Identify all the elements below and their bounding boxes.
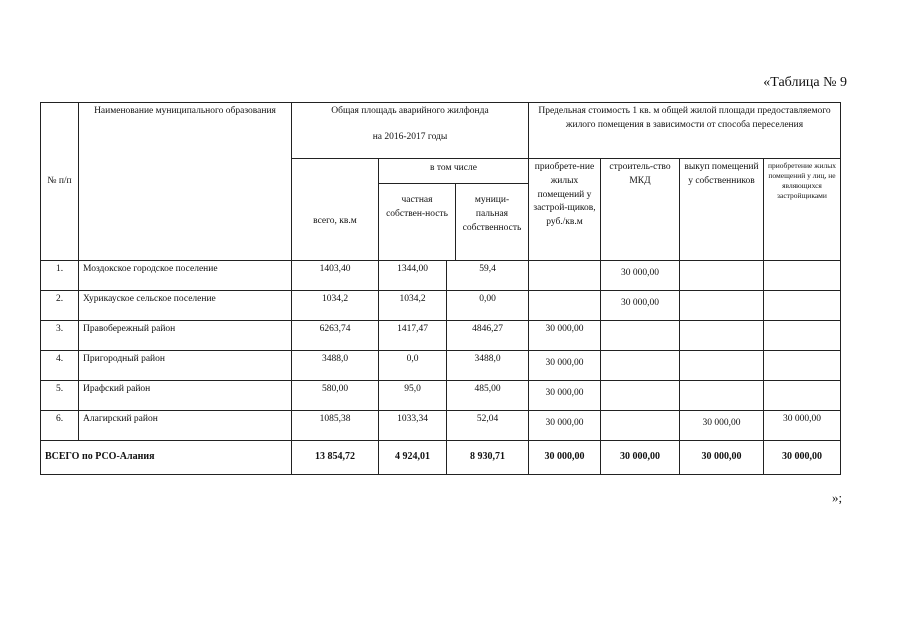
row-num: 5.	[41, 381, 79, 411]
row-other	[764, 321, 841, 351]
header-area	[292, 103, 529, 159]
row-total: 1034,2	[292, 291, 379, 321]
row-private: 95,0	[379, 381, 447, 411]
row-acq: 30 000,00	[529, 411, 601, 441]
row-name: Хурикауское сельское поселение	[79, 291, 292, 321]
row-acq	[529, 291, 601, 321]
header-acq-other: приобретение жилых помещений у лиц, не являющихся застройщиками	[764, 159, 841, 261]
row-total: 1403,40	[292, 261, 379, 291]
table-caption: «Таблица № 9	[763, 75, 847, 90]
table-row	[41, 351, 841, 381]
row-name: Правобережный район	[79, 321, 292, 351]
row-municipal: 59,4	[447, 261, 529, 291]
table-row	[41, 411, 841, 441]
total-area: 13 854,72	[292, 441, 379, 475]
total-municipal: 8 930,71	[447, 441, 529, 475]
row-municipal: 4846,27	[447, 321, 529, 351]
header-municipal: муници-пальная собственность	[462, 195, 522, 233]
header-buyout: выкуп помещений у собственников	[680, 159, 764, 261]
row-mkd: 30 000,00	[601, 261, 680, 291]
row-num: 2.	[41, 291, 79, 321]
header-private: частная собствен-ность	[379, 184, 456, 260]
row-num: 4.	[41, 351, 79, 381]
row-other	[764, 261, 841, 291]
row-buyout	[680, 351, 764, 381]
row-mkd	[601, 351, 680, 381]
row-private: 0,0	[379, 351, 447, 381]
row-acq: 30 000,00	[529, 321, 601, 351]
header-incl-group	[379, 159, 529, 261]
total-other: 30 000,00	[764, 441, 841, 475]
row-buyout: 30 000,00	[680, 411, 764, 441]
row-name: Пригородный район	[79, 351, 292, 381]
table-row	[41, 261, 841, 291]
row-total: 580,00	[292, 381, 379, 411]
row-mkd	[601, 411, 680, 441]
table-row	[41, 381, 841, 411]
row-other: 30 000,00	[764, 411, 841, 441]
row-municipal: 3488,0	[447, 351, 529, 381]
header-total: всего, кв.м	[292, 159, 379, 261]
total-label: ВСЕГО по РСО-Алания	[41, 441, 292, 475]
header-incl: в том числе	[379, 159, 528, 184]
row-private: 1344,00	[379, 261, 447, 291]
header-price: Предельная стоимость 1 кв. м общей жилой площади предоставляемого жилого помещения в зависимости от способа переселения	[529, 103, 841, 159]
row-mkd	[601, 321, 680, 351]
row-total: 3488,0	[292, 351, 379, 381]
row-other	[764, 351, 841, 381]
header-name: Наименование муниципального образования	[79, 103, 292, 261]
header-area-title: Общая площадь аварийного жилфонда	[331, 106, 489, 116]
header-mkd: строитель-ство МКД	[601, 159, 680, 261]
row-buyout	[680, 321, 764, 351]
row-mkd	[601, 381, 680, 411]
row-num: 6.	[41, 411, 79, 441]
row-other	[764, 291, 841, 321]
row-acq	[529, 261, 601, 291]
row-municipal: 485,00	[447, 381, 529, 411]
row-private: 1034,2	[379, 291, 447, 321]
row-buyout	[680, 291, 764, 321]
row-acq: 30 000,00	[529, 351, 601, 381]
total-mkd: 30 000,00	[601, 441, 680, 475]
emergency-housing-table	[40, 102, 841, 475]
header-acq: приобрете-ние жилых помещений у застрой-щиков, руб./кв.м	[529, 159, 601, 261]
row-num: 1.	[41, 261, 79, 291]
row-name: Ирафский район	[79, 381, 292, 411]
total-acq: 30 000,00	[529, 441, 601, 475]
row-name: Алагирский район	[79, 411, 292, 441]
total-private: 4 924,01	[379, 441, 447, 475]
row-municipal: 52,04	[447, 411, 529, 441]
row-total: 6263,74	[292, 321, 379, 351]
header-num: № п/п	[41, 103, 79, 261]
row-other	[764, 381, 841, 411]
row-num: 3.	[41, 321, 79, 351]
row-buyout	[680, 381, 764, 411]
closing-quote: »;	[832, 490, 843, 505]
row-private: 1417,47	[379, 321, 447, 351]
table-row	[41, 321, 841, 351]
row-private: 1033,34	[379, 411, 447, 441]
row-municipal: 0,00	[447, 291, 529, 321]
total-row	[41, 441, 841, 475]
table-row	[41, 291, 841, 321]
row-acq: 30 000,00	[529, 381, 601, 411]
row-name: Моздокское городское поселение	[79, 261, 292, 291]
total-buyout: 30 000,00	[680, 441, 764, 475]
row-total: 1085,38	[292, 411, 379, 441]
row-mkd: 30 000,00	[601, 291, 680, 321]
row-buyout	[680, 261, 764, 291]
header-area-years: на 2016-2017 годы	[372, 131, 448, 142]
